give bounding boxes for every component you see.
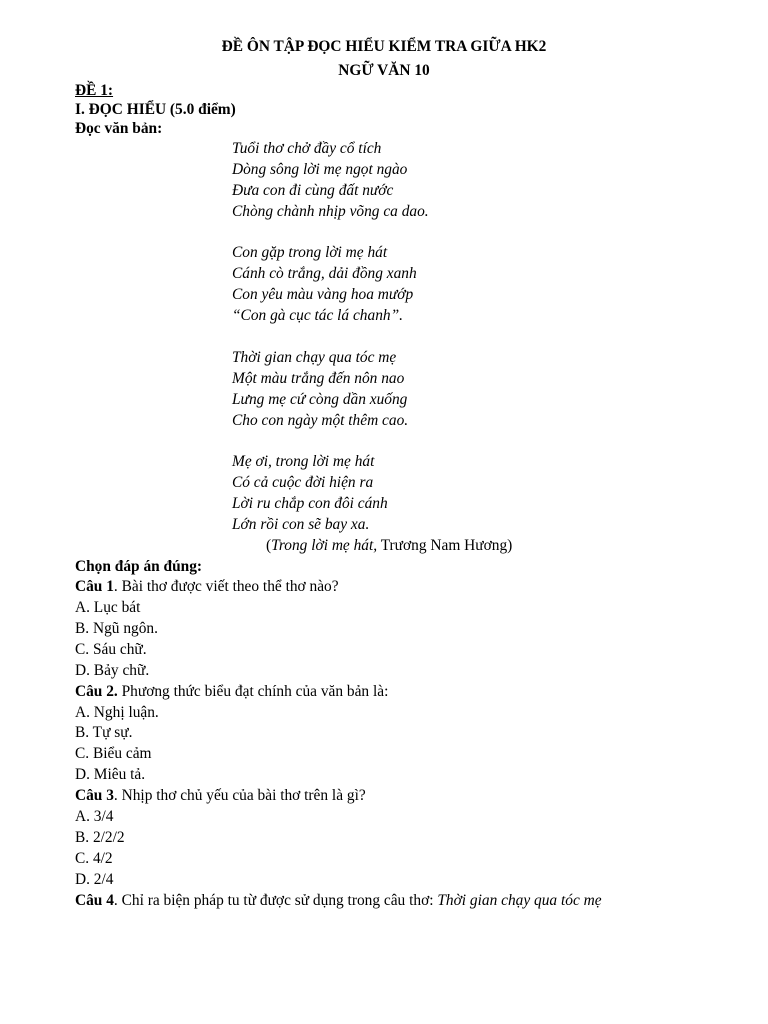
poem-line: Lời ru chắp con đôi cánh: [232, 495, 388, 512]
poem-line: Một màu trắng đến nôn nao: [232, 370, 405, 387]
answer-option: C. 4/2: [75, 850, 113, 867]
poem-line: Thời gian chạy qua tóc mẹ: [232, 349, 397, 366]
read-prompt: Đọc văn bản:: [75, 120, 163, 137]
poem-line: Tuổi thơ chở đầy cổ tích: [232, 140, 382, 157]
document-subtitle: NGỮ VĂN 10: [338, 62, 430, 79]
exam-label: ĐỀ 1:: [75, 82, 114, 99]
question-label: Câu 2.: [75, 683, 118, 700]
poem-line: Lưng mẹ cứ còng dần xuống: [232, 391, 408, 408]
answer-option: A. Nghị luận.: [75, 704, 159, 721]
poem-source-author: Trương Nam Hương): [377, 537, 513, 554]
answer-option: D. Bảy chữ.: [75, 662, 150, 679]
poem-line: Cánh cò trắng, dải đồng xanh: [232, 265, 417, 282]
question-quote: Thời gian chạy qua tóc mẹ: [437, 892, 602, 909]
poem-line: Con yêu màu vàng hoa mướp: [232, 286, 414, 303]
question-3: [75, 786, 366, 807]
answer-option: B. 2/2/2: [75, 829, 125, 846]
question-label: Câu 4: [75, 892, 114, 909]
question-text: . Bài thơ được viết theo thể thơ nào?: [113, 578, 339, 595]
answer-option: B. Tự sự.: [75, 724, 133, 741]
poem-line: Đưa con đi cùng đất nước: [232, 182, 394, 199]
question-text: . Chỉ ra biện pháp tu từ được sử dụng trong câu thơ:: [113, 892, 438, 909]
question-2: [75, 682, 388, 703]
question-4: [75, 891, 602, 912]
document-title: ĐỀ ÔN TẬP ĐỌC HIỂU KIỂM TRA GIỮA HK2: [221, 38, 547, 55]
poem-line: Chòng chành nhịp võng ca dao.: [232, 203, 429, 220]
question-text: . Nhịp thơ chủ yếu của bài thơ trên là gì?: [113, 787, 366, 804]
quiz-instruction: Chọn đáp án đúng:: [75, 558, 203, 575]
answer-option: D. Miêu tả.: [75, 766, 146, 783]
answer-option: A. Lục bát: [75, 599, 141, 616]
answer-option: B. Ngũ ngôn.: [75, 620, 158, 637]
question-text: Phương thức biểu đạt chính của văn bản là:: [117, 683, 389, 700]
poem-line: Cho con ngày một thêm cao.: [232, 412, 409, 429]
poem-source: [266, 536, 512, 557]
poem-line: Lớn rồi con sẽ bay xa.: [232, 516, 370, 533]
question-1: [75, 577, 339, 598]
part-heading: I. ĐỌC HIỂU (5.0 điểm): [75, 101, 236, 118]
poem-source-open: (: [266, 537, 272, 554]
answer-option: C. Biểu cảm: [75, 745, 152, 762]
question-label: Câu 3: [75, 787, 114, 804]
poem-line: “Con gà cục tác lá chanh”.: [232, 307, 403, 324]
answer-option: C. Sáu chữ.: [75, 641, 147, 658]
answer-option: D. 2/4: [75, 871, 114, 888]
answer-option: A. 3/4: [75, 808, 114, 825]
question-label: Câu 1: [75, 578, 114, 595]
poem-source-title: Trong lời mẹ hát,: [271, 537, 378, 554]
poem-line: Dòng sông lời mẹ ngọt ngào: [232, 161, 408, 178]
poem-line: Có cả cuộc đời hiện ra: [232, 474, 374, 491]
poem-line: Con gặp trong lời mẹ hát: [232, 244, 388, 261]
poem-line: Mẹ ơi, trong lời mẹ hát: [232, 453, 375, 470]
